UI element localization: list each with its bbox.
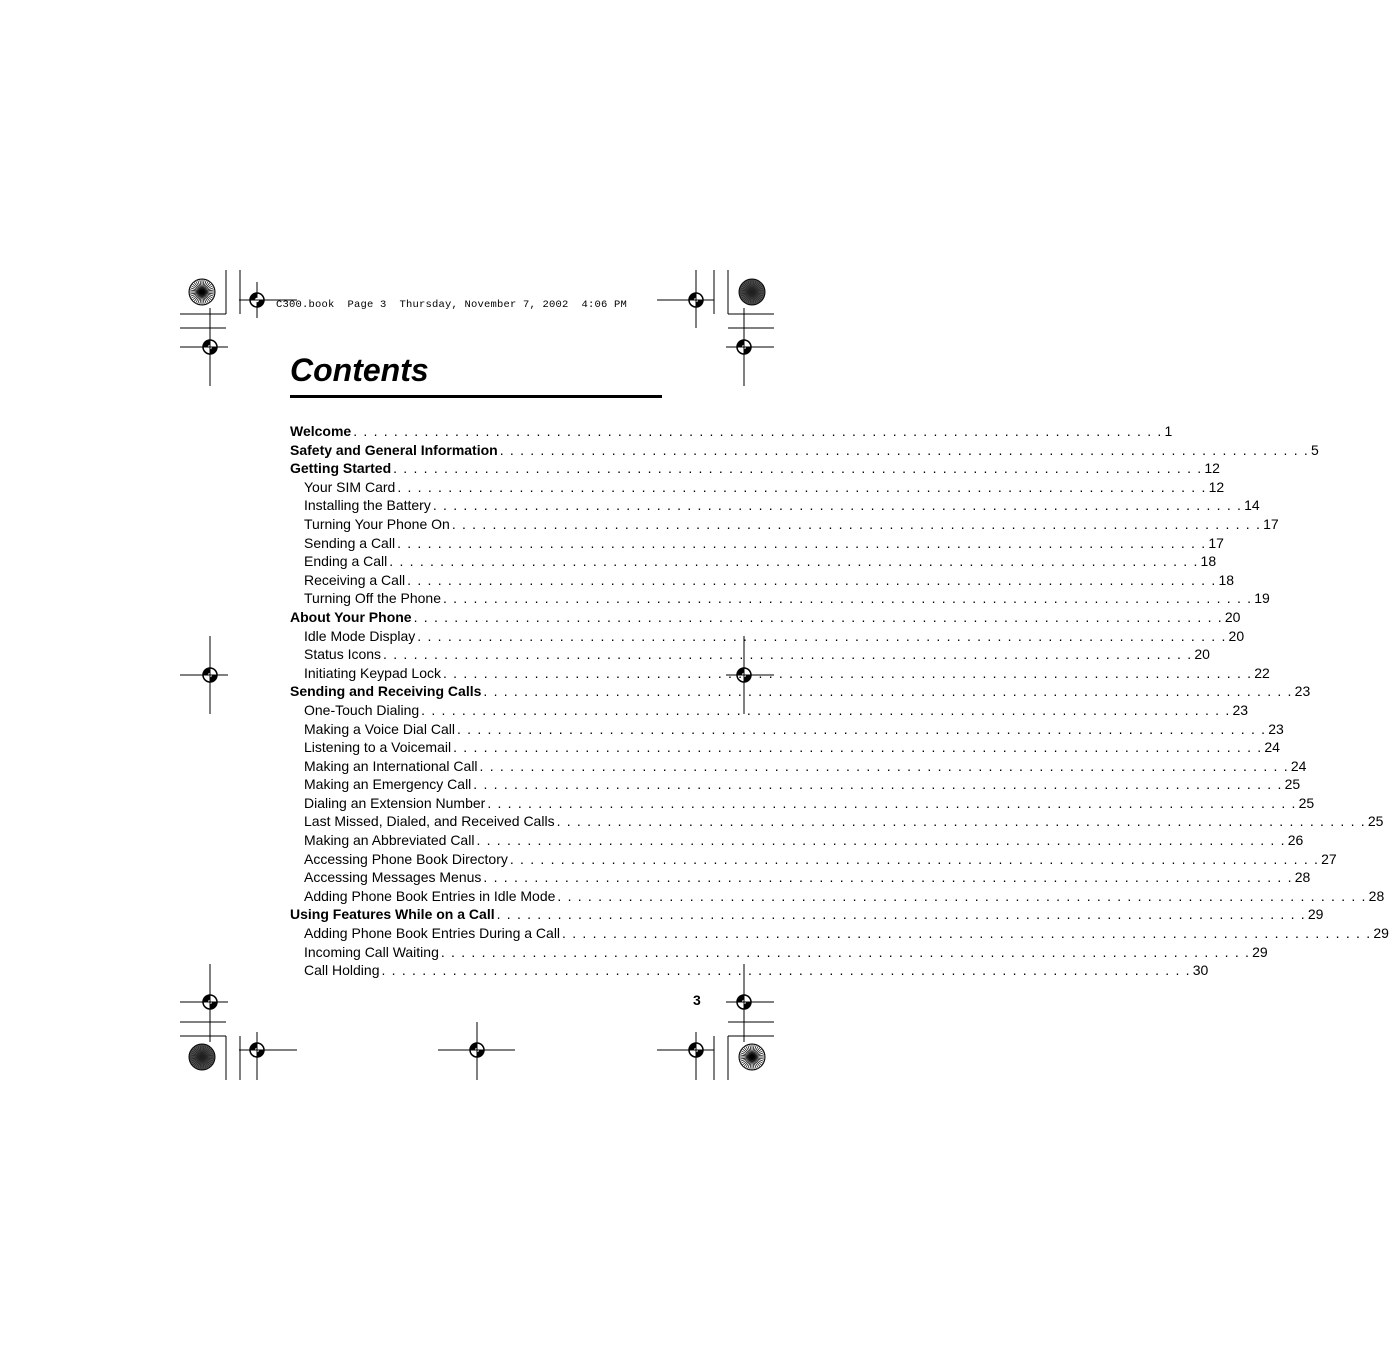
toc-entry-label: Initiating Keypad Lock [304, 664, 441, 681]
toc-dot-leader: . . . . . . . . . . . . . . . . . . . . . . . . . . . . . . . . . . . . . . . . . . . . . . . . . . . . . . . . . . . . . . . . . . . . . . . . . . . . . . . . [407, 571, 1217, 588]
toc-dot-leader: . . . . . . . . . . . . . . . . . . . . . . . . . . . . . . . . . . . . . . . . . . . . . . . . . . . . . . . . . . . . . . . . . . . . . . . . . . . . . . . . [473, 776, 1283, 793]
toc-entry-label: Listening to a Voicemail [304, 739, 452, 756]
toc-dot-leader: . . . . . . . . . . . . . . . . . . . . . . . . . . . . . . . . . . . . . . . . . . . . . . . . . . . . . . . . . . . . . . . . . . . . . . . . . . . . . . . . [442, 590, 1253, 607]
toc-dot-leader: . . . . . . . . . . . . . . . . . . . . . . . . . . . . . . . . . . . . . . . . . . . . . . . . . . . . . . . . . . . . . . . . . . . . . . . . . . . . . . . . [453, 739, 1263, 756]
toc-section-entry[interactable] [290, 720, 1284, 739]
toc-dot-leader: . . . . . . . . . . . . . . . . . . . . . . . . . . . . . . . . . . . . . . . . . . . . . . . . . . . . . . . . . . . . . . . . . . . . . . . . . . . . . . . . [413, 608, 1223, 625]
toc-section-entry[interactable] [290, 645, 1210, 664]
toc-entry-label: Status Icons [304, 646, 382, 663]
toc-entry-label: Making an Abbreviated Call [304, 832, 475, 849]
color-bar-starburst-icon [189, 279, 215, 305]
toc-section-entry[interactable] [290, 887, 1385, 906]
toc-entry-label: Call Holding [304, 962, 380, 979]
toc-entry-label: Ending a Call [304, 553, 388, 570]
toc-dot-leader: . . . . . . . . . . . . . . . . . . . . . . . . . . . . . . . . . . . . . . . . . . . . . . . . . . . . . . . . . . . . . . . . . . . . . . . . . . . . . . . . [421, 701, 1231, 718]
toc-chapter-entry[interactable] [290, 682, 1311, 701]
toc-dot-leader: . . . . . . . . . . . . . . . . . . . . . . . . . . . . . . . . . . . . . . . . . . . . . . . . . . . . . . . . . . . . . . . . . . . . . . . . . . . . . . . . [476, 832, 1286, 849]
toc-dot-leader: . . . . . . . . . . . . . . . . . . . . . . . . . . . . . . . . . . . . . . . . . . . . . . . . . . . . . . . . . . . . . . . . . . . . . . . . . . . . . . . . [483, 683, 1293, 700]
toc-entry-page: 17 [1208, 534, 1224, 551]
color-bar-starburst-icon [739, 1044, 765, 1070]
toc-entry-label: Sending a Call [304, 534, 396, 551]
toc-entry-page: 28 [1368, 887, 1385, 904]
toc-entry-label: Dialing an Extension Number [304, 794, 486, 811]
toc-entry-page: 20 [1228, 627, 1245, 644]
toc-entry-label: Receiving a Call [304, 571, 406, 588]
toc-section-entry[interactable] [290, 664, 1270, 683]
toc-entry-label: Your SIM Card [304, 478, 396, 495]
toc-entry-label: Installing the Battery [304, 497, 431, 514]
toc-entry-label: Using Features While on a Call [290, 906, 495, 923]
toc-entry-label: Making an International Call [304, 757, 478, 774]
toc-entry-label: Turning Off the Phone [304, 590, 441, 607]
table-of-contents [290, 422, 1389, 980]
toc-section-entry[interactable] [290, 924, 1389, 943]
toc-entry-page: 23 [1268, 720, 1284, 737]
toc-entry-label: Sending and Receiving Calls [290, 683, 482, 700]
toc-section-entry[interactable] [290, 794, 1315, 813]
page-number: 3 [693, 992, 701, 1008]
toc-dot-leader: . . . . . . . . . . . . . . . . . . . . . . . . . . . . . . . . . . . . . . . . . . . . . . . . . . . . . . . . . . . . . . . . . . . . . . . . . . . . . . . . [442, 664, 1253, 681]
toc-dot-leader: . . . . . . . . . . . . . . . . . . . . . . . . . . . . . . . . . . . . . . . . . . . . . . . . . . . . . . . . . . . . . . . . . . . . . . . . . . . . . . . . [479, 757, 1289, 774]
toc-section-entry[interactable] [290, 831, 1304, 850]
toc-entry-label: Accessing Phone Book Directory [304, 850, 508, 867]
toc-entry-page: 20 [1194, 646, 1210, 663]
toc-dot-leader: . . . . . . . . . . . . . . . . . . . . . . . . . . . . . . . . . . . . . . . . . . . . . . . . . . . . . . . . . . . . . . . . . . . . . . . . . . . . . . . . [483, 869, 1293, 886]
toc-dot-leader: . . . . . . . . . . . . . . . . . . . . . . . . . . . . . . . . . . . . . . . . . . . . . . . . . . . . . . . . . . . . . . . . . . . . . . . . . . . . . . . . [487, 794, 1297, 811]
toc-section-entry[interactable] [290, 627, 1245, 646]
toc-entry-page: 12 [1208, 478, 1225, 495]
toc-entry-label: Last Missed, Dialed, and Received Calls [304, 813, 555, 830]
toc-section-entry[interactable] [290, 961, 1209, 980]
toc-entry-page: 12 [1204, 460, 1220, 477]
toc-entry-page: 25 [1367, 813, 1384, 830]
toc-dot-leader: . . . . . . . . . . . . . . . . . . . . . . . . . . . . . . . . . . . . . . . . . . . . . . . . . . . . . . . . . . . . . . . . . . . . . . . . . . . . . . . . [381, 962, 1191, 979]
toc-section-entry[interactable] [290, 701, 1249, 720]
toc-section-entry[interactable] [290, 868, 1311, 887]
title-underline-rule [290, 395, 662, 398]
toc-entry-page: 18 [1200, 553, 1217, 570]
toc-entry-page: 28 [1294, 869, 1311, 886]
toc-entry-label: Safety and General Information [290, 441, 498, 458]
toc-dot-leader: . . . . . . . . . . . . . . . . . . . . . . . . . . . . . . . . . . . . . . . . . . . . . . . . . . . . . . . . . . . . . . . . . . . . . . . . . . . . . . . . [456, 720, 1267, 737]
toc-entry-page: 18 [1218, 571, 1235, 588]
toc-entry-label: Adding Phone Book Entries During a Call [304, 925, 561, 942]
toc-dot-leader: . . . . . . . . . . . . . . . . . . . . . . . . . . . . . . . . . . . . . . . . . . . . . . . . . . . . . . . . . . . . . . . . . . . . . . . . . . . . . . . . [557, 887, 1367, 904]
toc-section-entry[interactable] [290, 757, 1307, 776]
toc-section-entry[interactable] [290, 515, 1279, 534]
toc-entry-page: 25 [1298, 794, 1315, 811]
toc-entry-page: 5 [1310, 441, 1319, 458]
toc-entry-label: Getting Started [290, 460, 392, 477]
toc-entry-label: Turning Your Phone On [304, 515, 450, 532]
toc-entry-page: 26 [1287, 832, 1304, 849]
toc-entry-label: Welcome [290, 423, 352, 439]
toc-entry-page: 24 [1290, 757, 1307, 774]
toc-dot-leader: . . . . . . . . . . . . . . . . . . . . . . . . . . . . . . . . . . . . . . . . . . . . . . . . . . . . . . . . . . . . . . . . . . . . . . . . . . . . . . . . [451, 515, 1262, 532]
toc-dot-leader: . . . . . . . . . . . . . . . . . . . . . . . . . . . . . . . . . . . . . . . . . . . . . . . . . . . . . . . . . . . . . . . . . . . . . . . . . . . . . . . . [496, 906, 1306, 923]
toc-entry-page: 29 [1373, 925, 1389, 942]
toc-entry-page: 23 [1232, 701, 1249, 718]
toc-entry-page: 27 [1321, 850, 1337, 867]
toc-entry-label: About Your Phone [290, 608, 412, 625]
toc-dot-leader: . . . . . . . . . . . . . . . . . . . . . . . . . . . . . . . . . . . . . . . . . . . . . . . . . . . . . . . . . . . . . . . . . . . . . . . . . . . . . . . . [432, 497, 1243, 514]
toc-chapter-entry[interactable] [290, 459, 1220, 478]
toc-section-entry[interactable] [290, 534, 1224, 553]
toc-chapter-entry[interactable] [290, 422, 1173, 441]
toc-dot-leader: . . . . . . . . . . . . . . . . . . . . . . . . . . . . . . . . . . . . . . . . . . . . . . . . . . . . . . . . . . . . . . . . . . . . . . . . . . . . . . . . [417, 627, 1227, 644]
toc-entry-page: 19 [1254, 590, 1270, 607]
print-header-line: C300.book Page 3 Thursday, November 7, 2002 4:06 PM [276, 299, 628, 311]
toc-entry-label: Making an Emergency Call [304, 776, 472, 793]
toc-chapter-entry[interactable] [290, 905, 1324, 924]
toc-dot-leader: . . . . . . . . . . . . . . . . . . . . . . . . . . . . . . . . . . . . . . . . . . . . . . . . . . . . . . . . . . . . . . . . . . . . . . . . . . . . . . . . [509, 850, 1320, 867]
toc-dot-leader: . . . . . . . . . . . . . . . . . . . . . . . . . . . . . . . . . . . . . . . . . . . . . . . . . . . . . . . . . . . . . . . . . . . . . . . . . . . . . . . . [397, 478, 1207, 495]
toc-dot-leader: . . . . . . . . . . . . . . . . . . . . . . . . . . . . . . . . . . . . . . . . . . . . . . . . . . . . . . . . . . . . . . . . . . . . . . . . . . . . . . . . [556, 813, 1366, 830]
toc-section-entry[interactable] [290, 775, 1301, 794]
toc-entry-page: 30 [1192, 962, 1209, 979]
toc-dot-leader: . . . . . . . . . . . . . . . . . . . . . . . . . . . . . . . . . . . . . . . . . . . . . . . . . . . . . . . . . . . . . . . . . . . . . . . . . . . . . . . . [383, 646, 1193, 663]
page-title: Contents [290, 352, 429, 388]
toc-section-entry[interactable] [290, 478, 1225, 497]
toc-entry-page: 29 [1307, 906, 1324, 923]
toc-entry-page: 25 [1284, 776, 1301, 793]
toc-entry-page: 22 [1254, 664, 1270, 681]
color-bar-starburst-icon [739, 279, 765, 305]
toc-dot-leader: . . . . . . . . . . . . . . . . . . . . . . . . . . . . . . . . . . . . . . . . . . . . . . . . . . . . . . . . . . . . . . . . . . . . . . . . . . . . . . . . [353, 423, 1163, 439]
toc-section-entry[interactable] [290, 812, 1384, 831]
toc-entry-page: 1 [1164, 423, 1173, 439]
toc-section-entry[interactable] [290, 738, 1280, 757]
toc-entry-page: 14 [1244, 497, 1260, 514]
toc-section-entry[interactable] [290, 552, 1217, 571]
toc-chapter-entry[interactable] [290, 608, 1241, 627]
toc-entry-label: One-Touch Dialing [304, 701, 420, 718]
toc-dot-leader: . . . . . . . . . . . . . . . . . . . . . . . . . . . . . . . . . . . . . . . . . . . . . . . . . . . . . . . . . . . . . . . . . . . . . . . . . . . . . . . . [397, 534, 1207, 551]
toc-dot-leader: . . . . . . . . . . . . . . . . . . . . . . . . . . . . . . . . . . . . . . . . . . . . . . . . . . . . . . . . . . . . . . . . . . . . . . . . . . . . . . . . [562, 925, 1372, 942]
toc-entry-label: Idle Mode Display [304, 627, 416, 644]
toc-entry-label: Incoming Call Waiting [304, 943, 439, 960]
toc-entry-label: Accessing Messages Menus [304, 869, 482, 886]
toc-dot-leader: . . . . . . . . . . . . . . . . . . . . . . . . . . . . . . . . . . . . . . . . . . . . . . . . . . . . . . . . . . . . . . . . . . . . . . . . . . . . . . . . [393, 460, 1203, 477]
toc-entry-label: Making a Voice Dial Call [304, 720, 455, 737]
toc-section-entry[interactable] [290, 496, 1260, 515]
toc-entry-page: 29 [1252, 943, 1268, 960]
toc-dot-leader: . . . . . . . . . . . . . . . . . . . . . . . . . . . . . . . . . . . . . . . . . . . . . . . . . . . . . . . . . . . . . . . . . . . . . . . . . . . . . . . . [440, 943, 1251, 960]
toc-entry-label: Adding Phone Book Entries in Idle Mode [304, 887, 556, 904]
toc-entry-page: 24 [1264, 739, 1280, 756]
toc-dot-leader: . . . . . . . . . . . . . . . . . . . . . . . . . . . . . . . . . . . . . . . . . . . . . . . . . . . . . . . . . . . . . . . . . . . . . . . . . . . . . . . . [499, 441, 1309, 458]
toc-chapter-entry[interactable] [290, 441, 1319, 460]
toc-section-entry[interactable] [290, 850, 1337, 869]
toc-dot-leader: . . . . . . . . . . . . . . . . . . . . . . . . . . . . . . . . . . . . . . . . . . . . . . . . . . . . . . . . . . . . . . . . . . . . . . . . . . . . . . . . [389, 553, 1199, 570]
toc-section-entry[interactable] [290, 943, 1268, 962]
toc-entry-page: 20 [1224, 608, 1241, 625]
toc-section-entry[interactable] [290, 589, 1270, 608]
toc-entry-page: 17 [1263, 515, 1279, 532]
toc-section-entry[interactable] [290, 571, 1235, 590]
color-bar-starburst-icon [189, 1044, 215, 1070]
toc-entry-page: 23 [1294, 683, 1311, 700]
